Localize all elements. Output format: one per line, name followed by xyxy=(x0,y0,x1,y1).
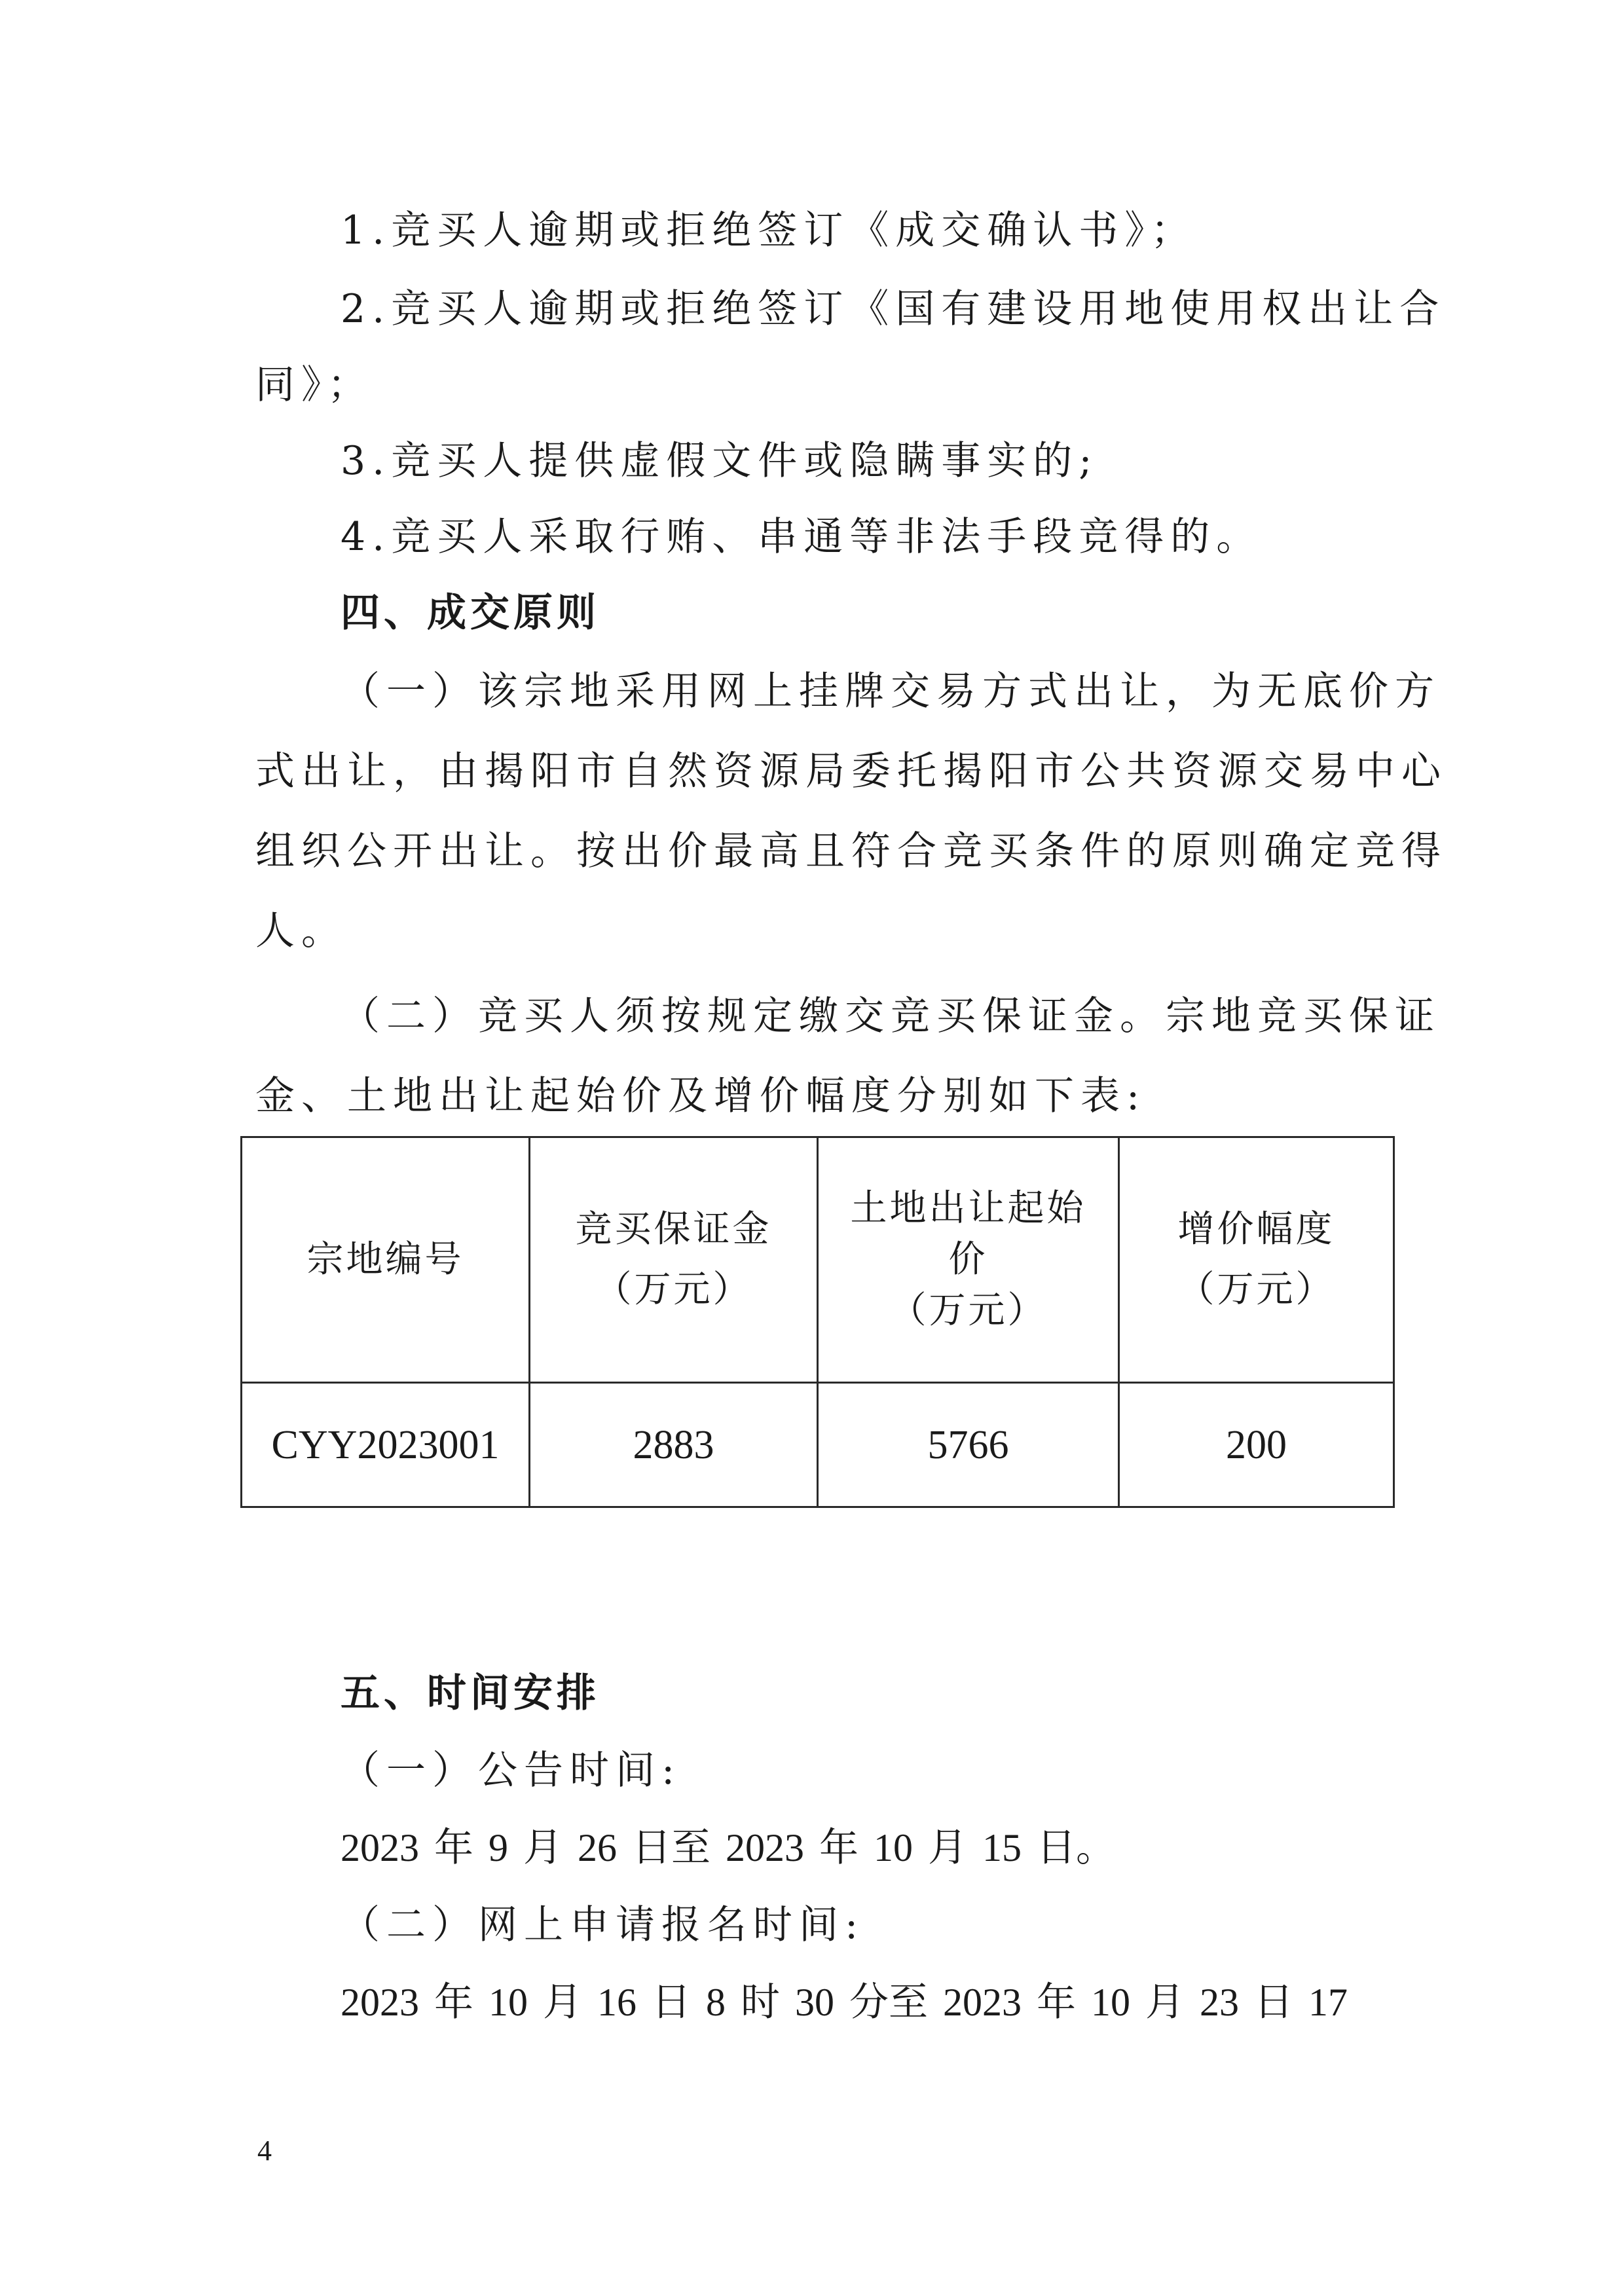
header-increment xyxy=(1119,1137,1394,1383)
price-table xyxy=(240,1136,1395,1508)
header-start-price-unit: （万元） xyxy=(889,1289,1047,1332)
announcement-period: 2023 年 9 月 26 日至 2023 年 10 月 15 日。 xyxy=(341,1826,1115,1869)
cell-parcel-no: CYY2023001 xyxy=(242,1383,530,1507)
registration-period: 2023 年 10 月 16 日 8 时 30 分至 2023 年 10 月 23 日 17 xyxy=(341,1981,1348,2024)
header-deposit-title: 竞买保证金 xyxy=(575,1208,772,1251)
header-start-price xyxy=(818,1137,1119,1383)
cell-deposit: 2883 xyxy=(530,1383,818,1507)
announcement-label: （一）公告时间: xyxy=(341,1748,682,1793)
clause-4: 4.竞买人采取行贿、串通等非法手段竞得的。 xyxy=(341,514,1263,560)
header-deposit xyxy=(530,1137,818,1383)
header-start-price-title: 土地出让起始 xyxy=(850,1187,1086,1230)
registration-label: （二）网上申请报名时间: xyxy=(341,1902,865,1948)
cell-increment: 200 xyxy=(1119,1383,1394,1507)
section-4-para1-line1: （一）该宗地采用网上挂牌交易方式出让，为无底价方 xyxy=(341,669,1441,714)
section-4-heading: 四、成交原则 xyxy=(341,590,600,636)
section-4-para2-line1: （二）竞买人须按规定缴交竞买保证金。宗地竞买保证 xyxy=(341,993,1441,1039)
table-header-row xyxy=(242,1137,1394,1383)
table-row xyxy=(242,1383,1394,1507)
header-increment-title: 增价幅度 xyxy=(1177,1208,1335,1251)
clause-2-continuation: 同》； xyxy=(255,362,373,408)
header-increment-unit: （万元） xyxy=(1177,1268,1335,1311)
section-4-para1-line3: 组织公开出让。按出价最高且符合竞买条件的原则确定竞得 xyxy=(255,828,1447,874)
page-number: 4 xyxy=(257,2135,272,2167)
header-parcel-no: 宗地编号 xyxy=(242,1137,530,1383)
clause-1: 1.竞买人逾期或拒绝签订《成交确认书》； xyxy=(341,208,1197,253)
header-deposit-unit: （万元） xyxy=(595,1268,752,1311)
header-start-price-title-cont: 价 xyxy=(948,1238,988,1281)
cell-start-price: 5766 xyxy=(818,1383,1119,1507)
section-4-para1-line2: 式出让，由揭阳市自然资源局委托揭阳市公共资源交易中心 xyxy=(255,748,1447,794)
section-5-heading: 五、时间安排 xyxy=(341,1670,600,1716)
section-4-para1-line4: 人。 xyxy=(255,908,347,954)
section-4-para2-line2: 金、土地出让起始价及增价幅度分别如下表: xyxy=(255,1073,1147,1119)
clause-3: 3.竞买人提供虚假文件或隐瞒事实的; xyxy=(341,438,1099,484)
clause-2: 2.竞买人逾期或拒绝签订《国有建设用地使用权出让合 xyxy=(341,286,1446,332)
